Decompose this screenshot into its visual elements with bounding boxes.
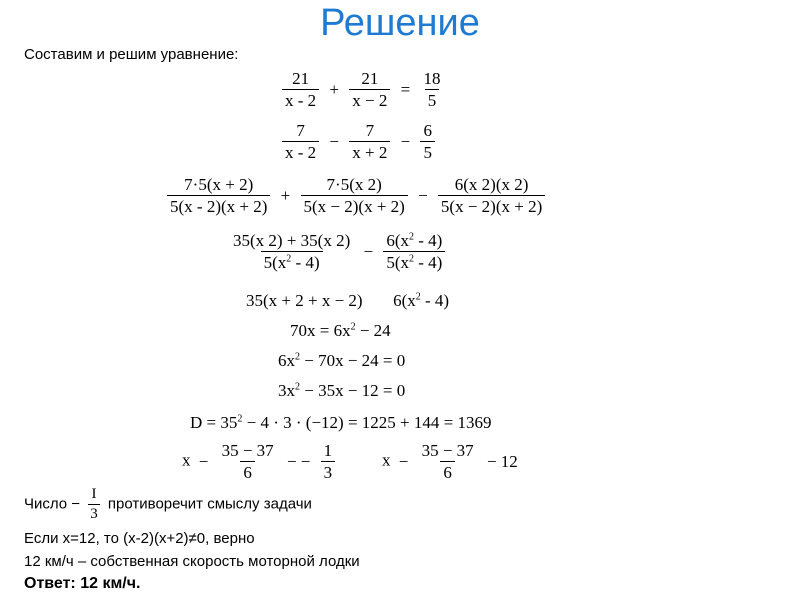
equation-4: $\frac{35(x 2) + 35(x 2)}{5(x^2 - 4)}$ − $\frac{6(x^2 - 4)}{5(x^2 - 4)}$ (228, 232, 447, 271)
equation-1: $\frac{21}{x - 2}$ + $\frac{21}{x - 2}$ = $\frac{18}{5}$ (280, 70, 445, 109)
speed-statement: 12 км/ч – собственная скорость моторной лодки (24, 553, 360, 570)
equation-6: $70x = 6x^2 - 24$ (290, 321, 391, 340)
intro-text: Составим и решим уравнение: (24, 46, 239, 63)
equation-7: $6x^2 - 70x - 24 = 0$ (278, 351, 406, 370)
rejection-note: Число − $\frac{I}{3}$ противоречит смыслу задачи (24, 486, 312, 522)
root-x1: x − $\frac{35 - 37}{6}$ − − $\frac{1}{3}$ (182, 442, 337, 481)
answer: Ответ: 12 км/ч. (24, 575, 141, 592)
verification-line: Если x=12, то (x-2)(x+2)≠0, верно (24, 530, 255, 547)
equation-8: $3x^2 - 35x - 12 = 0$ (278, 381, 406, 400)
equation-9: $D = 35^2 - 4 \cdot 3 \cdot (-12) = 1225 + 144 = 1369$ (190, 413, 492, 432)
equation-3: $\frac{7\cdot 5(x + 2)}{5(x - 2)(x + 2)}$ + $\frac{7\cdot 5(x 2)}{5(x - 2)(x + 2)}$ − $\frac{6(x 2)(x 2)}{5(x - 2)(x + 2)}$ (165, 176, 547, 215)
root-x2: x − $\frac{35 - 37}{6}$ − 12 (382, 441, 518, 482)
page-title: Решение (320, 2, 480, 44)
equation-5: 35(x + 2 + x − 2) $6(x^2 - 4)$ (246, 291, 450, 310)
equation-2: $\frac{7}{x - 2}$ − $\frac{7}{x + 2}$ − $\frac{6}{5}$ (280, 122, 437, 161)
